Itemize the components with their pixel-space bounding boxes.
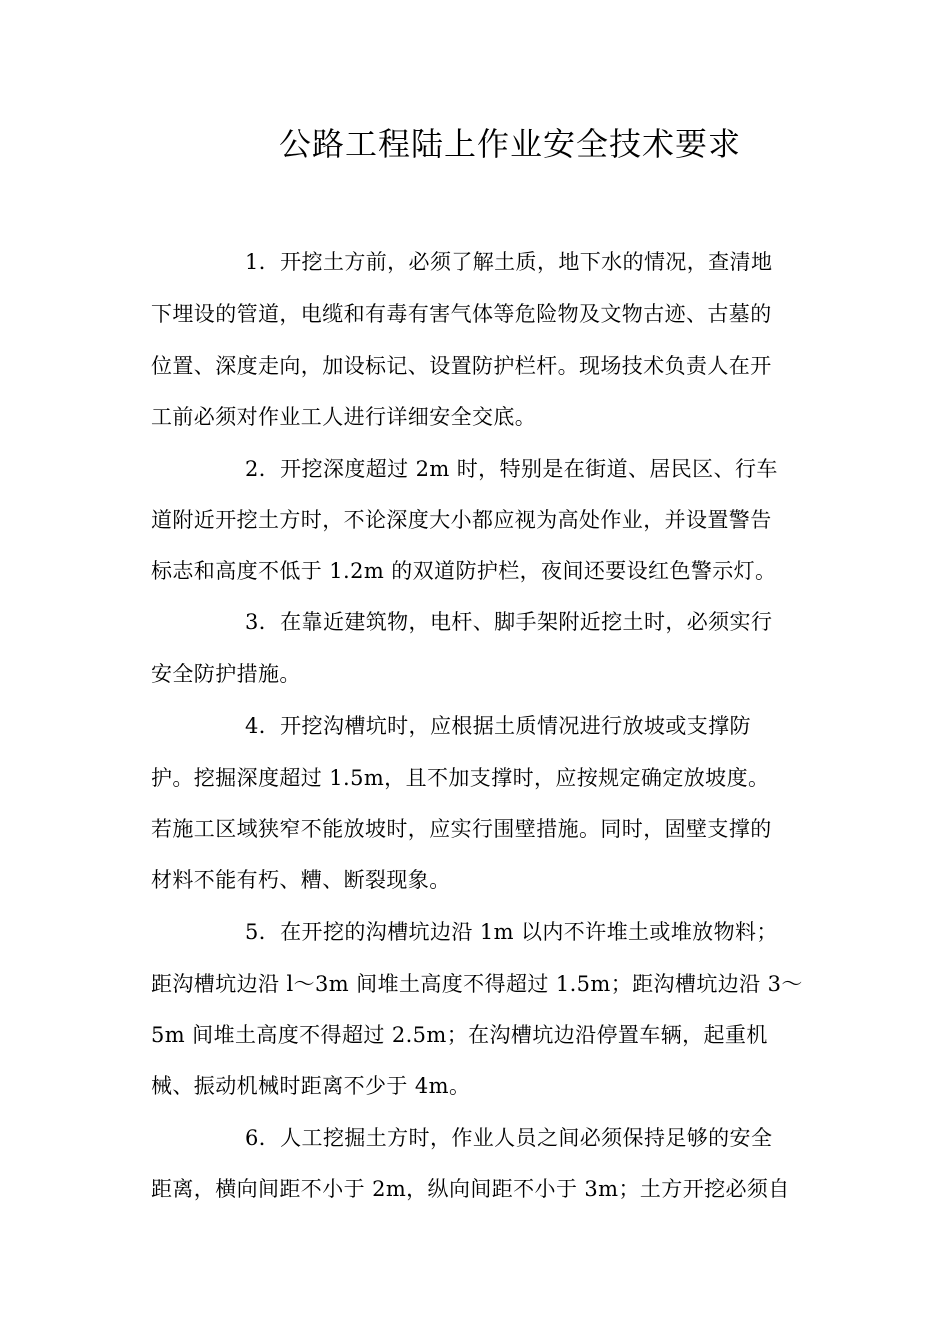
text-line: 道附近开挖土方时，不论深度大小都应视为高处作业，并设置警告 — [151, 508, 772, 532]
text-line: 安全防护措施。 — [151, 662, 301, 686]
document-title: 公路工程陆上作业安全技术要求 — [278, 125, 741, 163]
text-line: 标志和高度不低于 1.2m 的双道防护栏，夜间还要设红色警示灯。 — [151, 559, 777, 583]
text-line: 护。挖掘深度超过 1.5m，且不加支撑时，应按规定确定放坡度。 — [151, 766, 770, 790]
text-line: 2．开挖深度超过 2m 时，特别是在街道、居民区、行车 — [245, 457, 778, 481]
text-line: 6．人工挖掘土方时，作业人员之间必须保持足够的安全 — [245, 1126, 773, 1150]
text-line: 下埋设的管道，电缆和有毒有害气体等危险物及文物古迹、古墓的 — [151, 302, 772, 326]
text-line: 位置、深度走向，加设标记、设置防护栏杆。现场技术负责人在开 — [151, 354, 772, 378]
text-line: 4．开挖沟槽坑时，应根据土质情况进行放坡或支撑防 — [245, 714, 751, 738]
text-line: 距离，横向间距不小于 2m，纵向间距不小于 3m；土方开挖必须自 — [151, 1177, 790, 1201]
text-line: 材料不能有朽、糟、断裂现象。 — [151, 868, 451, 892]
text-line: 械、振动机械时距离不少于 4m。 — [151, 1074, 471, 1098]
text-line: 5m 间堆土高度不得超过 2.5m；在沟槽坑边沿停置车辆，起重机 — [151, 1023, 768, 1047]
text-line: 工前必须对作业工人进行详细安全交底。 — [151, 405, 537, 429]
text-line: 距沟槽坑边沿 l～3m 间堆土高度不得超过 1.5m；距沟槽坑边沿 3～ — [151, 972, 803, 996]
text-line: 5．在开挖的沟槽坑边沿 1m 以内不许堆土或堆放物料； — [245, 920, 778, 944]
text-line: 1．开挖土方前，必须了解土质，地下水的情况，查清地 — [245, 250, 773, 274]
text-line: 3．在靠近建筑物，电杆、脚手架附近挖土时，必须实行 — [245, 610, 773, 634]
text-line: 若施工区域狭窄不能放坡时，应实行围壁措施。同时，固壁支撑的 — [151, 817, 772, 841]
